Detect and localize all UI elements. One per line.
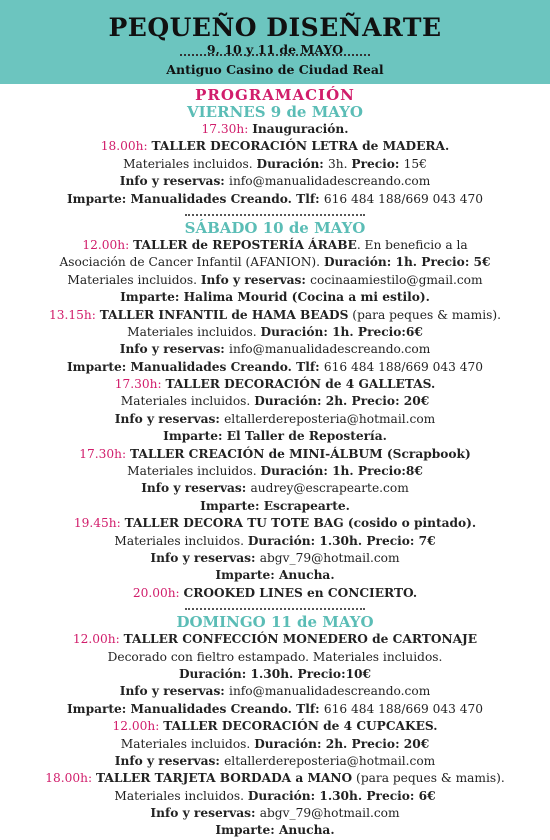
schedule-text: info@manualidadescreando.com — [229, 684, 431, 699]
schedule-line — [0, 666, 550, 683]
day-block-viernes — [0, 121, 550, 208]
schedule-line — [0, 480, 550, 497]
schedule-line — [0, 156, 550, 173]
schedule-text: 616 484 188/669 043 470 — [323, 359, 484, 374]
schedule-line — [0, 324, 550, 341]
schedule-line — [0, 753, 550, 770]
schedule-text: Info y reservas: — [150, 806, 260, 821]
day-block-sabado — [0, 237, 550, 602]
workshop-title: TALLER TARJETA BORDADA a MANO — [95, 771, 353, 786]
program-heading: PROGRAMACIÓN — [195, 86, 355, 104]
schedule-line — [0, 272, 550, 289]
schedule-text: eltallerdereposteria@hotmail.com — [224, 753, 436, 768]
schedule-line — [0, 515, 550, 532]
workshop-title: CROOKED LINES en CONCIERTO. — [183, 585, 418, 600]
schedule-text: 616 484 188/669 043 470 — [323, 191, 484, 206]
schedule-text: Duración: 2h. Precio: 20€ — [254, 394, 430, 409]
schedule-line — [0, 359, 550, 376]
day-block-domingo — [0, 631, 550, 840]
schedule-line — [0, 736, 550, 753]
schedule-line — [0, 585, 550, 602]
schedule-text: Imparte: Manualidades Creando. Tlf: — [66, 701, 324, 716]
schedule-line — [0, 822, 550, 839]
schedule-text: Info y reservas: — [200, 272, 311, 287]
time-label: 18.00h: — [45, 771, 96, 786]
schedule-text: Info y reservas: — [119, 174, 230, 189]
schedule-text: Asociación de Cancer Infantil (AFANION). — [59, 255, 324, 270]
schedule-text: eltallerdereposteria@hotmail.com — [224, 411, 436, 426]
time-label: 17.30h: — [79, 446, 130, 461]
schedule-text: Info y reservas: — [141, 481, 251, 496]
schedule-text: audrey@escrapearte.com — [250, 481, 409, 496]
schedule-line — [0, 631, 550, 648]
schedule-text: Info y reservas: — [114, 753, 225, 768]
day-heading-domingo: DOMINGO 11 de MAYO — [176, 613, 374, 632]
schedule-text: Duración: 1h. Precio:6€ — [260, 324, 423, 339]
schedule-text: Imparte: Anucha. — [215, 568, 335, 583]
schedule-line — [0, 173, 550, 190]
time-label: 17.30h: — [114, 377, 166, 392]
dotted-divider — [185, 214, 365, 216]
schedule-line — [0, 411, 550, 428]
schedule-text: Info y reservas: — [119, 342, 230, 357]
workshop-title: TALLER CREACIÓN de MINI-ÁLBUM (Scrapbook) — [129, 446, 471, 461]
schedule-line — [0, 788, 550, 805]
schedule-line — [0, 121, 550, 138]
event-dates: 9, 10 y 11 de MAYO — [206, 42, 344, 57]
workshop-title: TALLER DECORACIÓN de 4 CUPCAKES. — [163, 719, 438, 734]
schedule-text: cocinaamiestilo@gmail.com — [310, 272, 483, 287]
time-label: 12.00h: — [112, 719, 164, 734]
workshop-title: TALLER DECORACIÓN de 4 GALLETAS. — [165, 377, 436, 392]
schedule-text: (para peques & mamis). — [348, 307, 501, 322]
schedule-text: Materiales incluidos. — [67, 272, 201, 287]
schedule-line — [0, 446, 550, 463]
event-venue: Antiguo Casino de Ciudad Real — [166, 62, 384, 77]
schedule-line — [0, 428, 550, 445]
schedule-text: Decorado con fieltro estampado. Materiales incluidos. — [107, 649, 443, 664]
workshop-title: Inauguración. — [252, 122, 349, 136]
schedule-text: Duración: 1h. Precio:8€ — [260, 464, 423, 479]
schedule-line — [0, 770, 550, 787]
time-label: 13.15h: — [48, 307, 100, 322]
workshop-title: TALLER de REPOSTERÍA ÁRABE — [133, 237, 357, 252]
schedule-text: Materiales incluidos. — [123, 156, 257, 171]
schedule-text: Precio: — [351, 156, 404, 171]
schedule-text: Duración: 1.30h. Precio: 6€ — [247, 788, 436, 803]
schedule-text: Imparte: El Taller de Repostería. — [163, 429, 387, 444]
schedule-text: Info y reservas: — [114, 411, 225, 426]
schedule-text: Info y reservas: — [119, 684, 230, 699]
schedule-line — [0, 191, 550, 208]
day-heading-sabado: SÁBADO 10 de MAYO — [184, 218, 366, 237]
schedule-text: 3h. — [328, 156, 352, 171]
program-content — [0, 84, 550, 840]
workshop-title: TALLER DECORA TU TOTE BAG (cosido o pintado). — [124, 516, 477, 531]
schedule-text: Materiales incluidos. — [120, 736, 255, 751]
schedule-text: Materiales incluidos. — [114, 788, 248, 803]
time-label: 19.45h: — [73, 516, 125, 531]
schedule-text: 616 484 188/669 043 470 — [323, 701, 484, 716]
time-label: 12.00h: — [72, 632, 124, 647]
schedule-text: Imparte: Anucha. — [215, 823, 335, 838]
schedule-text: Duración: 2h. Precio: 20€ — [254, 736, 430, 751]
schedule-text: Materiales incluidos. — [114, 533, 248, 548]
schedule-text: . En beneficio a la — [356, 237, 468, 252]
workshop-title: TALLER INFANTIL de HAMA BEADS — [99, 307, 349, 322]
workshop-title: TALLER DECORACIÓN LETRA de MADERA. — [151, 139, 450, 154]
time-label: 18.00h: — [100, 139, 152, 154]
schedule-line — [0, 701, 550, 718]
header-banner — [0, 0, 550, 84]
workshop-title: TALLER CONFECCIÓN MONEDERO de CARTONAJE — [123, 632, 478, 647]
schedule-line — [0, 138, 550, 155]
schedule-line — [0, 289, 550, 306]
schedule-text: Duración: 1.30h. Precio:10€ — [178, 666, 372, 681]
schedule-text: Imparte: Manualidades Creando. Tlf: — [66, 191, 324, 206]
schedule-text: Imparte: Escrapearte. — [200, 498, 350, 513]
schedule-text: Imparte: Halima Mourid (Cocina a mi estilo). — [120, 290, 430, 305]
schedule-line — [0, 376, 550, 393]
schedule-line — [0, 805, 550, 822]
schedule-text: info@manualidadescreando.com — [229, 342, 431, 357]
schedule-line — [0, 341, 550, 358]
schedule-text: info@manualidadescreando.com — [229, 174, 431, 189]
schedule-text: (para peques & mamis). — [352, 771, 505, 786]
schedule-line — [0, 463, 550, 480]
schedule-text: Materiales incluidos. — [120, 394, 255, 409]
schedule-text: Materiales incluidos. — [127, 324, 261, 339]
schedule-text: abgv_79@hotmail.com — [259, 806, 400, 821]
schedule-line — [0, 683, 550, 700]
schedule-line — [0, 498, 550, 515]
schedule-text: Duración: 1h. Precio: 5€ — [323, 255, 491, 270]
schedule-text: abgv_79@hotmail.com — [259, 550, 400, 565]
schedule-line — [0, 393, 550, 410]
schedule-text: Duración: 1.30h. Precio: 7€ — [247, 533, 436, 548]
schedule-text: 15€ — [403, 156, 427, 171]
event-title: PEQUEÑO DISEÑARTE — [108, 13, 442, 42]
schedule-line — [0, 237, 550, 254]
schedule-text: Duración: — [256, 156, 329, 171]
dotted-divider — [185, 608, 365, 610]
schedule-line — [0, 567, 550, 584]
schedule-line — [0, 649, 550, 666]
schedule-text: Materiales incluidos. — [127, 464, 261, 479]
schedule-line — [0, 718, 550, 735]
schedule-line — [0, 550, 550, 567]
day-heading-viernes: VIERNES 9 de MAYO — [187, 103, 363, 121]
dotted-divider — [180, 54, 370, 56]
schedule-line — [0, 254, 550, 271]
schedule-text: Imparte: Manualidades Creando. Tlf: — [66, 359, 324, 374]
time-label: 20.00h: — [132, 585, 184, 600]
schedule-text: Info y reservas: — [150, 550, 260, 565]
time-label: 12.00h: — [82, 237, 134, 252]
schedule-line — [0, 533, 550, 550]
time-label: 17.30h: — [201, 122, 253, 136]
schedule-line — [0, 307, 550, 324]
